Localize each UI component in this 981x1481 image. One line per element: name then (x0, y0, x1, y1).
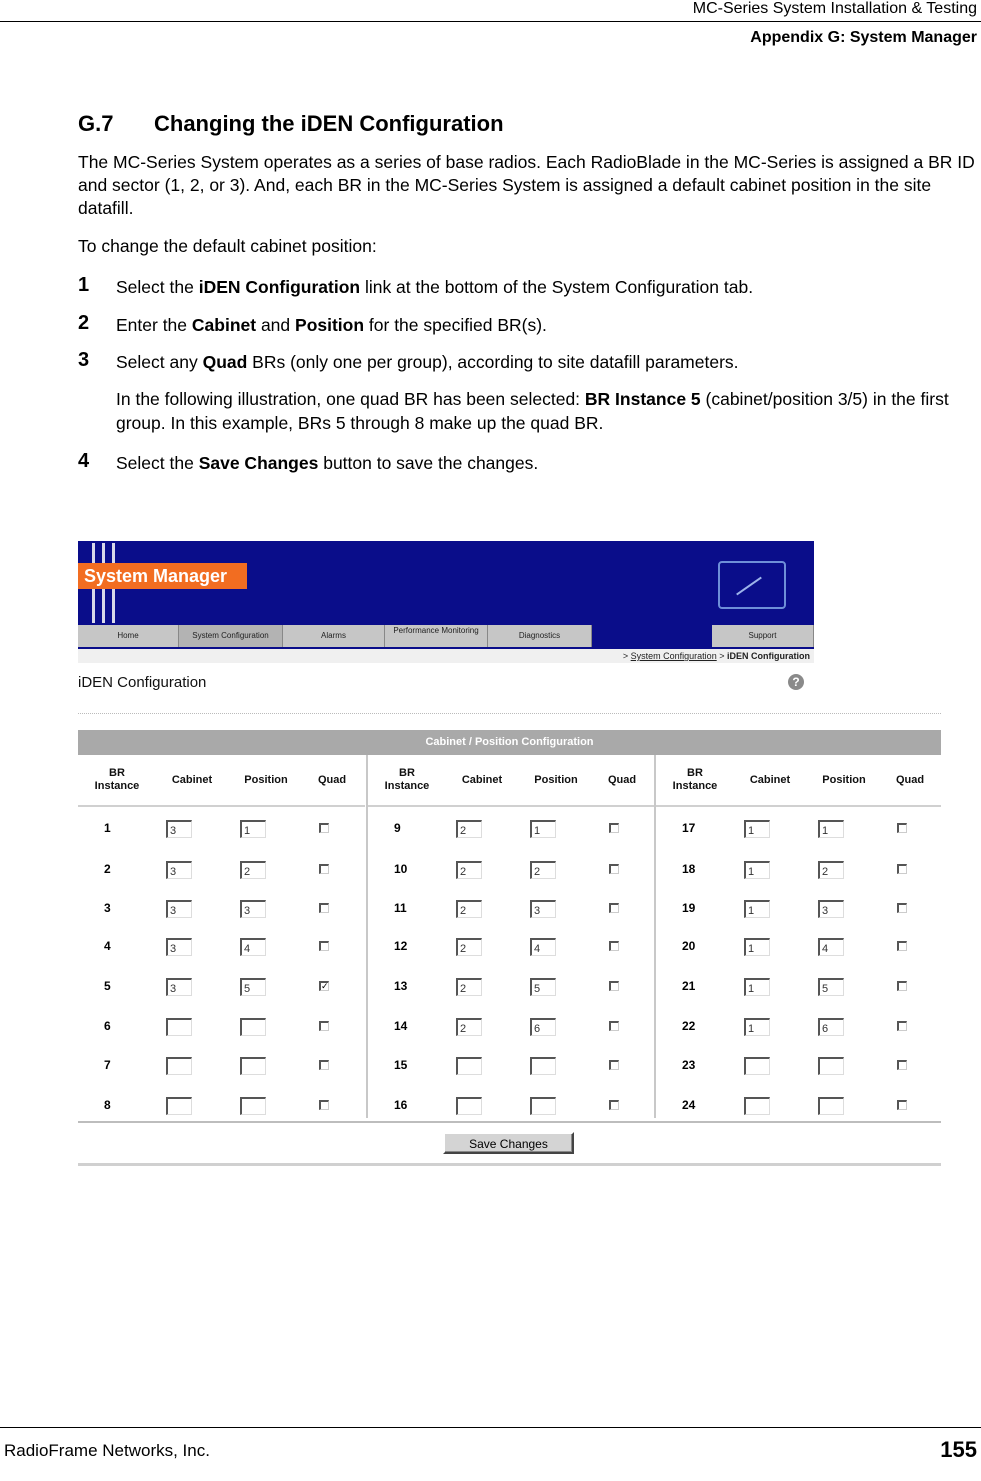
cabinet-input[interactable] (456, 1057, 482, 1075)
breadcrumb (78, 649, 814, 663)
br-instance-number: 3 (104, 901, 111, 915)
br-row (78, 974, 365, 1013)
position-input[interactable]: 3 (530, 900, 556, 918)
br-instance-number: 8 (104, 1098, 111, 1112)
cabinet-input[interactable] (744, 1097, 770, 1115)
position-input[interactable]: 6 (818, 1018, 844, 1036)
br-instance-number: 13 (394, 979, 408, 993)
position-input[interactable]: 5 (818, 978, 844, 996)
quad-checkbox[interactable] (319, 1100, 329, 1110)
cabinet-input[interactable]: 2 (456, 938, 482, 956)
breadcrumb-current: iDEN Configuration (727, 651, 810, 661)
br-row (368, 934, 655, 973)
quad-checkbox[interactable] (609, 1021, 619, 1031)
quad-checkbox[interactable] (319, 1021, 329, 1031)
column-header-cabinet: Cabinet (749, 774, 791, 786)
step-number: 1 (78, 274, 90, 296)
system-manager-screenshot (78, 541, 941, 1168)
br-instance-number: 12 (394, 939, 408, 953)
position-input[interactable]: 1 (530, 820, 556, 838)
br-instance-number: 1 (104, 821, 111, 835)
cabinet-input[interactable]: 1 (744, 900, 770, 918)
br-group-2 (366, 755, 655, 1118)
cabinet-input[interactable] (744, 1057, 770, 1075)
br-instance-number: 18 (682, 862, 696, 876)
br-instance-number: 6 (104, 1019, 111, 1033)
br-row (78, 896, 365, 935)
step-text: Select the Save Changes button to save the changes. (116, 453, 539, 473)
step-number: 4 (78, 450, 90, 472)
tab-system-configuration[interactable]: System Configuration (179, 625, 283, 647)
br-row (656, 974, 941, 1013)
grid-bottom-rule (78, 1121, 941, 1123)
quad-checkbox[interactable] (319, 981, 329, 991)
position-input[interactable]: 5 (240, 978, 266, 996)
column-header-cabinet: Cabinet (171, 774, 213, 786)
br-row (78, 816, 365, 855)
br-row (78, 857, 365, 896)
cabinet-input[interactable]: 1 (744, 1018, 770, 1036)
quad-checkbox[interactable] (319, 903, 329, 913)
cabinet-input[interactable]: 1 (744, 861, 770, 879)
appendix-title: Appendix G: System Manager (750, 29, 977, 46)
cabinet-input[interactable] (166, 1057, 192, 1075)
br-row (368, 896, 655, 935)
tab-alarms[interactable]: Alarms (283, 625, 385, 647)
quad-checkbox[interactable] (319, 1060, 329, 1070)
position-input[interactable]: 2 (818, 861, 844, 879)
br-row (656, 934, 941, 973)
quad-checkbox[interactable] (897, 823, 907, 833)
column-header-quad: Quad (317, 774, 347, 786)
quad-checkbox[interactable] (897, 1060, 907, 1070)
cabinet-input[interactable]: 1 (744, 978, 770, 996)
header-rule (0, 21, 981, 22)
footer-rule (0, 1427, 981, 1428)
app-logo: System Manager (78, 563, 247, 589)
position-input[interactable]: 3 (240, 900, 266, 918)
br-instance-number: 22 (682, 1019, 696, 1033)
position-input[interactable]: 4 (818, 938, 844, 956)
br-instance-number: 7 (104, 1058, 111, 1072)
step-3-note: In the following illustration, one quad BR has been selected: BR Instance 5 (cabinet/position 3/5) in the first group. In this example, BRs 5 through 8 make up the quad BR. (116, 389, 949, 433)
cabinet-input[interactable]: 3 (166, 978, 192, 996)
cabinet-input[interactable]: 1 (744, 938, 770, 956)
quad-checkbox[interactable] (897, 864, 907, 874)
tab-support[interactable]: Support (712, 625, 814, 647)
br-row (368, 857, 655, 896)
lead-paragraph: To change the default cabinet position: (78, 236, 377, 256)
header-divider (78, 805, 365, 807)
banner-spacer (814, 541, 941, 649)
position-input[interactable]: 1 (240, 820, 266, 838)
br-instance-number: 14 (394, 1019, 408, 1033)
br-row (368, 816, 655, 855)
position-input[interactable] (818, 1057, 844, 1075)
column-header-position: Position (534, 774, 578, 786)
position-input[interactable] (240, 1097, 266, 1115)
br-instance-number: 11 (394, 901, 407, 915)
column-header-position: Position (244, 774, 288, 786)
br-row (78, 1014, 365, 1053)
title-divider (78, 713, 941, 714)
cabinet-input[interactable]: 3 (166, 900, 192, 918)
section-heading (78, 111, 504, 137)
screenshot-bottom-rule (78, 1163, 941, 1166)
position-input[interactable] (240, 1057, 266, 1075)
quad-checkbox[interactable] (609, 823, 619, 833)
position-input[interactable] (240, 1018, 266, 1036)
cabinet-input[interactable] (166, 1018, 192, 1036)
quad-checkbox[interactable] (609, 903, 619, 913)
position-input[interactable]: 2 (530, 861, 556, 879)
header-divider (656, 805, 941, 807)
nav-tabs (78, 625, 814, 647)
quad-checkbox[interactable] (319, 823, 329, 833)
position-input[interactable]: 5 (530, 978, 556, 996)
quad-checkbox[interactable] (609, 941, 619, 951)
br-row (368, 1093, 655, 1132)
quad-checkbox[interactable] (897, 903, 907, 913)
position-input[interactable]: 4 (240, 938, 266, 956)
br-instance-number: 5 (104, 979, 111, 993)
cabinet-input[interactable]: 2 (456, 900, 482, 918)
quad-checkbox[interactable] (897, 981, 907, 991)
quad-checkbox[interactable] (609, 1060, 619, 1070)
cabinet-input[interactable] (456, 1097, 482, 1115)
br-row (656, 1053, 941, 1092)
column-header-quad: Quad (895, 774, 925, 786)
br-instance-number: 17 (682, 821, 696, 835)
quad-checkbox[interactable] (897, 941, 907, 951)
save-changes-button[interactable]: Save Changes (443, 1132, 574, 1154)
br-instance-number: 19 (682, 901, 696, 915)
column-header-instance: BR Instance (94, 767, 140, 792)
cabinet-input[interactable]: 1 (744, 820, 770, 838)
cabinet-input[interactable]: 2 (456, 820, 482, 838)
quad-checkbox[interactable] (609, 1100, 619, 1110)
intro-paragraph: The MC-Series System operates as a series of base radios. Each RadioBlade in the MC-Series is assigned a BR ID and sector (1, 2, or 3). And, each BR in the MC-Series System is assigned a default cabinet position in the site datafill. (78, 152, 975, 218)
help-icon[interactable]: ? (788, 674, 804, 690)
column-header-quad: Quad (607, 774, 637, 786)
quad-checkbox[interactable] (609, 864, 619, 874)
position-input[interactable] (530, 1057, 556, 1075)
column-header-position: Position (822, 774, 866, 786)
column-header-instance: BR Instance (672, 767, 718, 792)
br-instance-number: 16 (394, 1098, 408, 1112)
br-instance-number: 21 (682, 979, 696, 993)
br-row (656, 896, 941, 935)
cabinet-input[interactable]: 3 (166, 861, 192, 879)
br-group-1 (78, 755, 365, 1118)
app-banner (78, 541, 814, 649)
br-row (656, 857, 941, 896)
cabinet-input[interactable]: 3 (166, 938, 192, 956)
tab-home[interactable]: Home (78, 625, 179, 647)
step-text: Select any Quad BRs (only one per group), according to site datafill parameters. (116, 352, 739, 372)
br-row (656, 1093, 941, 1132)
br-instance-number: 20 (682, 939, 696, 953)
footer-company: RadioFrame Networks, Inc. (4, 1441, 210, 1460)
doc-title: MC-Series System Installation & Testing (692, 0, 977, 17)
position-input[interactable] (818, 1097, 844, 1115)
quad-checkbox[interactable] (609, 981, 619, 991)
br-instance-number: 15 (394, 1058, 408, 1072)
br-instance-number: 23 (682, 1058, 696, 1072)
grid-title: Cabinet / Position Configuration (78, 730, 941, 755)
checkmark-icon: ✓ (321, 981, 329, 991)
br-row (368, 974, 655, 1013)
position-input[interactable]: 3 (818, 900, 844, 918)
position-input[interactable] (530, 1097, 556, 1115)
tab-performance-monitoring[interactable]: Performance Monitoring (385, 625, 488, 647)
br-row (78, 1053, 365, 1092)
step-text: Enter the Cabinet and Position for the specified BR(s). (116, 315, 547, 335)
br-instance-number: 4 (104, 939, 111, 953)
breadcrumb-sep: > (719, 651, 725, 661)
position-input[interactable]: 1 (818, 820, 844, 838)
step-number: 3 (78, 349, 90, 371)
cabinet-input[interactable] (166, 1097, 192, 1115)
br-group-3 (654, 755, 941, 1118)
br-row (368, 1014, 655, 1053)
tab-diagnostics[interactable]: Diagnostics (488, 625, 592, 647)
quad-checkbox[interactable] (897, 1021, 907, 1031)
br-instance-number: 10 (394, 862, 408, 876)
column-header-cabinet: Cabinet (461, 774, 503, 786)
br-row (656, 816, 941, 855)
page-number: 155 (940, 1437, 977, 1462)
quad-checkbox[interactable] (897, 1100, 907, 1110)
quad-checkbox[interactable] (319, 941, 329, 951)
position-input[interactable]: 4 (530, 938, 556, 956)
breadcrumb-sep: > (622, 651, 629, 661)
cabinet-input[interactable]: 2 (456, 978, 482, 996)
section-number: G.7 (78, 111, 114, 136)
br-row (78, 1093, 365, 1132)
br-instance-number: 9 (394, 821, 401, 835)
cabinet-input[interactable]: 3 (166, 820, 192, 838)
br-instance-number: 2 (104, 862, 111, 876)
page-title: iDEN Configuration (78, 674, 207, 691)
section-title: Changing the iDEN Configuration (154, 111, 504, 136)
cabinet-input[interactable]: 2 (456, 1018, 482, 1036)
step-text: Select the iDEN Configuration link at the bottom of the System Configuration tab. (116, 277, 754, 297)
br-instance-number: 24 (682, 1098, 696, 1112)
br-row (656, 1014, 941, 1053)
breadcrumb-link-system-configuration[interactable]: System Configuration (630, 651, 717, 661)
emblem-icon (718, 561, 786, 609)
cabinet-input[interactable]: 2 (456, 861, 482, 879)
position-input[interactable]: 6 (530, 1018, 556, 1036)
header-divider (368, 805, 655, 807)
column-header-instance: BR Instance (384, 767, 430, 792)
br-row (78, 934, 365, 973)
step-number: 2 (78, 312, 90, 334)
quad-checkbox[interactable] (319, 864, 329, 874)
position-input[interactable]: 2 (240, 861, 266, 879)
br-row (368, 1053, 655, 1092)
